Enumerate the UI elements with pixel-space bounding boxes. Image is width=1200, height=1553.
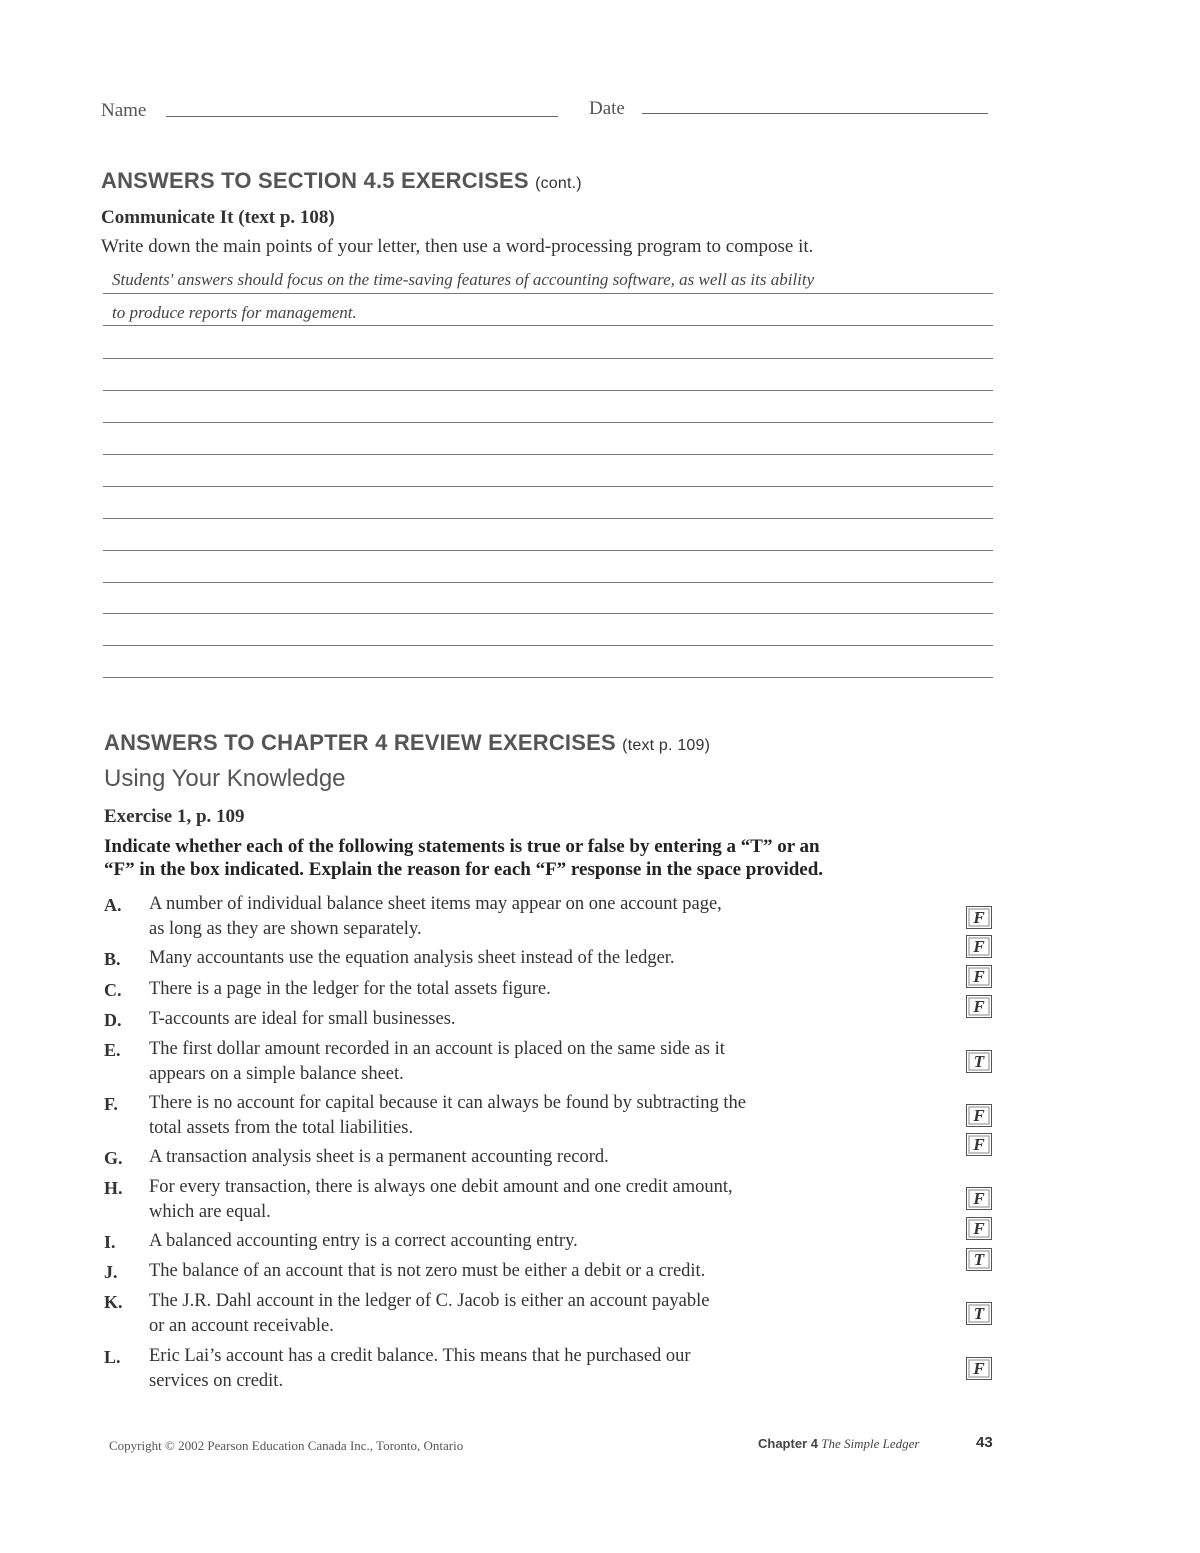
answer-box-g[interactable]: F xyxy=(966,1133,992,1156)
question-line: A balanced accounting entry is a correct accounting entry. xyxy=(149,1231,578,1251)
communicate-it-instruction: Write down the main points of your letter, then use a word-processing program to compose it. xyxy=(101,236,814,257)
date-field[interactable] xyxy=(642,113,988,114)
answer-line[interactable] xyxy=(103,582,993,583)
question-line: The first dollar amount recorded in an account is placed on the same side as it xyxy=(149,1039,725,1059)
page-number: 43 xyxy=(976,1434,993,1451)
date-label: Date xyxy=(589,98,625,119)
question-text xyxy=(149,1289,709,1339)
question-letter: B. xyxy=(104,949,121,969)
question-letter: I. xyxy=(104,1232,116,1252)
review-title-suffix: (text p. 109) xyxy=(622,737,711,754)
answer-box-k[interactable]: T xyxy=(966,1302,992,1325)
question-line: appears on a simple balance sheet. xyxy=(149,1064,404,1084)
running-footer xyxy=(758,1436,919,1452)
question-letter: A. xyxy=(104,895,122,915)
question-line: total assets from the total liabilities. xyxy=(149,1118,414,1138)
answer-box-a[interactable]: F xyxy=(966,906,992,929)
question-letter: L. xyxy=(104,1347,121,1367)
question-line: or an account receivable. xyxy=(149,1316,334,1336)
answer-box-j[interactable]: T xyxy=(966,1248,992,1271)
question-line: There is no account for capital because it can always be found by subtracting the xyxy=(149,1093,746,1113)
question-line: as long as they are shown separately. xyxy=(149,919,422,939)
name-field[interactable] xyxy=(166,116,558,117)
question-line: There is a page in the ledger for the total assets figure. xyxy=(149,979,551,999)
copyright-notice: Copyright © 2002 Pearson Education Canada Inc., Toronto, Ontario xyxy=(109,1438,464,1453)
exercise-instruction-line-2: “F” in the box indicated. Explain the reason for each “F” response in the space provided. xyxy=(104,859,824,880)
exercise-heading: Exercise 1, p. 109 xyxy=(104,806,245,827)
answer-box-b[interactable]: F xyxy=(966,935,992,958)
communicate-it-heading: Communicate It (text p. 108) xyxy=(101,207,335,228)
exercise-instruction-line-1: Indicate whether each of the following statements is true or false by entering a “T” or an xyxy=(104,836,820,857)
question-text xyxy=(149,1229,578,1254)
question-text xyxy=(149,1145,609,1170)
answer-line[interactable] xyxy=(103,613,993,614)
answer-line[interactable] xyxy=(103,422,993,423)
answer-box-l[interactable]: F xyxy=(966,1357,992,1380)
question-line: The balance of an account that is not zero must be either a debit or a credit. xyxy=(149,1261,706,1281)
question-letter: K. xyxy=(104,1292,123,1312)
question-text xyxy=(149,1344,691,1394)
footer-chapter-title: The Simple Ledger xyxy=(821,1436,920,1451)
answer-box-h[interactable]: F xyxy=(966,1187,992,1210)
answer-box-d[interactable]: F xyxy=(966,995,992,1018)
review-title xyxy=(104,730,710,756)
answer-line[interactable] xyxy=(103,550,993,551)
question-text xyxy=(149,1259,705,1284)
footer-chapter: Chapter 4 xyxy=(758,1436,818,1451)
question-line: A number of individual balance sheet items may appear on one account page, xyxy=(149,894,722,914)
question-line: services on credit. xyxy=(149,1371,284,1391)
question-line: The J.R. Dahl account in the ledger of C. Jacob is either an account payable xyxy=(149,1291,710,1311)
answer-box-e[interactable]: T xyxy=(966,1050,992,1073)
question-line: For every transaction, there is always one debit amount and one credit amount, xyxy=(149,1177,733,1197)
answer-line[interactable] xyxy=(103,518,993,519)
using-your-knowledge-heading: Using Your Knowledge xyxy=(104,765,346,792)
answer-line[interactable] xyxy=(103,486,993,487)
question-line: T-accounts are ideal for small businesses. xyxy=(149,1009,456,1029)
answer-line[interactable] xyxy=(103,325,993,326)
question-letter: C. xyxy=(104,980,122,1000)
answer-box-c[interactable]: F xyxy=(966,965,992,988)
answer-text-line-2: to produce reports for management. xyxy=(112,303,357,322)
question-text xyxy=(149,1091,746,1141)
name-label: Name xyxy=(101,100,147,121)
question-letter: J. xyxy=(104,1262,118,1282)
question-line: which are equal. xyxy=(149,1202,271,1222)
section-4-5-title-text: ANSWERS TO SECTION 4.5 EXERCISES xyxy=(101,168,529,193)
question-text xyxy=(149,892,722,942)
answer-line[interactable] xyxy=(103,645,993,646)
answer-line[interactable] xyxy=(103,358,993,359)
answer-line[interactable] xyxy=(103,677,993,678)
question-letter: F. xyxy=(104,1094,118,1114)
question-letter: E. xyxy=(104,1040,121,1060)
question-text xyxy=(149,946,675,971)
answer-line[interactable] xyxy=(103,390,993,391)
question-letter: D. xyxy=(104,1010,122,1030)
answer-text-line-1: Students' answers should focus on the time-saving features of accounting software, as well as its ability xyxy=(112,270,815,289)
review-title-text: ANSWERS TO CHAPTER 4 REVIEW EXERCISES xyxy=(104,730,616,755)
question-letter: H. xyxy=(104,1178,123,1198)
answer-line[interactable] xyxy=(103,293,993,294)
question-text xyxy=(149,1175,733,1225)
question-line: Eric Lai’s account has a credit balance. This means that he purchased our xyxy=(149,1346,691,1366)
question-line: Many accountants use the equation analysis sheet instead of the ledger. xyxy=(149,948,675,968)
section-4-5-title-suffix: (cont.) xyxy=(535,175,582,192)
question-text xyxy=(149,1007,456,1032)
question-letter: G. xyxy=(104,1148,123,1168)
answer-box-i[interactable]: F xyxy=(966,1217,992,1240)
section-4-5-title xyxy=(101,168,582,194)
question-line: A transaction analysis sheet is a permanent accounting record. xyxy=(149,1147,609,1167)
answer-line[interactable] xyxy=(103,454,993,455)
question-text xyxy=(149,977,551,1002)
answer-box-f[interactable]: F xyxy=(966,1104,992,1127)
question-text xyxy=(149,1037,725,1087)
